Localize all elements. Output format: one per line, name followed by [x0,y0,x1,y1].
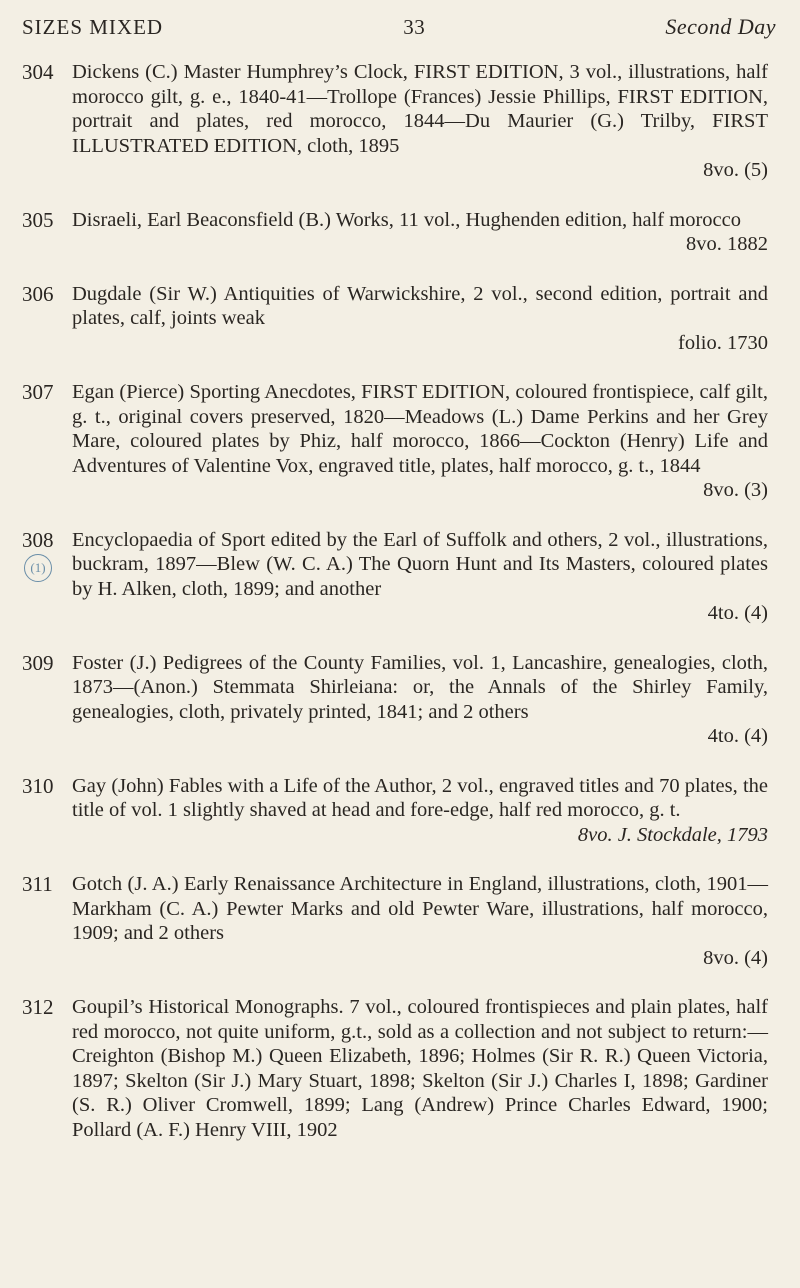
lot-number: 306 [22,281,54,306]
lot-number: 309 [22,650,54,675]
lot-entry [22,995,780,1142]
lot-size: folio. 1730 [678,331,768,354]
lot-size: 4to. (4) [707,602,768,624]
lot-size: 8vo. (3) [703,479,768,501]
page-number: 33 [403,15,426,39]
lot-text: Goupil’s Historical Monographs. 7 vol., coloured frontispieces and plain plates, half red morocco, not quite uniform, g.t., sold as a collection and not subject to return:—Creighton (Bishop M.) Queen Elizabeth, 1896; Holmes (Sir R. R.) Queen Victoria, 1897; Skelton (Sir J.) Mary Stuart, 1898; Skelton (Sir J.) Charles I, 1898; Gardiner (S. R.) Oliver Cromwell, 1899; Lang (Andrew) Prince Charles Edward, 1900; Pollard (A. F.) Henry VIII, 1902 [72,996,768,1141]
lot-text: Dugdale (Sir W.) Antiquities of Warwickshire, 2 vol., second edition, portrait and plates, calf, joints weak [72,282,768,329]
lot-text: Foster (J.) Pedigrees of the County Families, vol. 1, Lancashire, genealogies, cloth, 1873—(Anon.) Stemmata Shirleiana: or, the Annals of the Shirley Family, genealogies, cloth, privately printed, 1841; and 2 others [72,651,768,723]
lot-description [72,282,780,356]
lot-number: 311 [22,872,53,896]
running-head [22,14,780,40]
lot-description [72,60,780,183]
lot-text: Gay (John) Fables with a Life of the Author, 2 vol., engraved titles and 70 plates, the title of vol. 1 slightly shaved at head and fore-edge, half red morocco, g. t. [72,774,768,821]
lot-number: 310 [22,773,54,798]
lot-description [72,774,780,848]
lot-number: 307 [22,380,54,404]
lot-text: Gotch (J. A.) Early Renaissance Architecture in England, illustrations, cloth, 1901—Markham (C. A.) Pewter Marks and old Pewter Ware, illustrations, half morocco, 1909; and 2 others [72,873,768,944]
lot-entry [22,872,780,970]
lot-size: 8vo. 1882 [686,233,768,255]
lot-description [72,208,780,257]
lot-description [72,872,780,970]
lot-size: 8vo. (4) [703,946,768,969]
handwritten-circle-marker: (1) [24,554,52,582]
lot-text: Egan (Pierce) Sporting Anecdotes, FIRST EDITION, coloured frontispiece, calf gilt, g. t., original covers preserved, 1820—Meadows (L.) Dame Perkins and her Grey Mare, coloured plates by Phiz, half morocco, 1866—Cockton (Henry) Life and Adventures of Valentine Vox, engraved title, plates, half morocco, g. t., 1844 [72,381,768,477]
lot-description [72,995,780,1142]
lot-description [72,651,780,749]
lot-description [72,528,780,626]
lot-entry [22,380,780,503]
lot-number: 304 [22,60,54,84]
lot-entry [22,60,780,183]
lot-entry [22,208,780,257]
lot-text: Dickens (C.) Master Humphrey’s Clock, FIRST EDITION, 3 vol., illustrations, half morocco gilt, g. e., 1840-41—Trollope (Frances) Jessie Phillips, FIRST EDITION, portrait and plates, red morocco, 1844—Du Maurier (G.) Trilby, FIRST ILLUSTRATED EDITION, cloth, 1895 [72,61,768,157]
lot-description [72,380,780,503]
lot-text: Disraeli, Earl Beaconsfield (B.) Works, 11 vol., Hughenden edition, half morocco [72,208,741,231]
lot-entry [22,528,780,626]
lot-number: 305 [22,207,54,232]
lot-size: 8vo. (5) [703,159,768,181]
lot-text: Encyclopaedia of Sport edited by the Earl of Suffolk and others, 2 vol., illustrations, buckram, 1897—Blew (W. C. A.) The Quorn Hunt and Its Masters, coloured plates by H. Alken, cloth, 1899; and another [72,528,768,600]
lot-size: 8vo. J. Stockdale, 1793 [577,823,768,846]
running-head-day: Second Day [665,14,776,39]
running-head-section: SIZES MIXED [22,15,164,39]
lot-size: 4to. (4) [707,725,768,747]
lot-number: 308 [22,527,54,552]
lot-number: 312 [22,995,54,1019]
lot-entry [22,651,780,749]
lot-entry [22,282,780,356]
lot-entry [22,774,780,848]
